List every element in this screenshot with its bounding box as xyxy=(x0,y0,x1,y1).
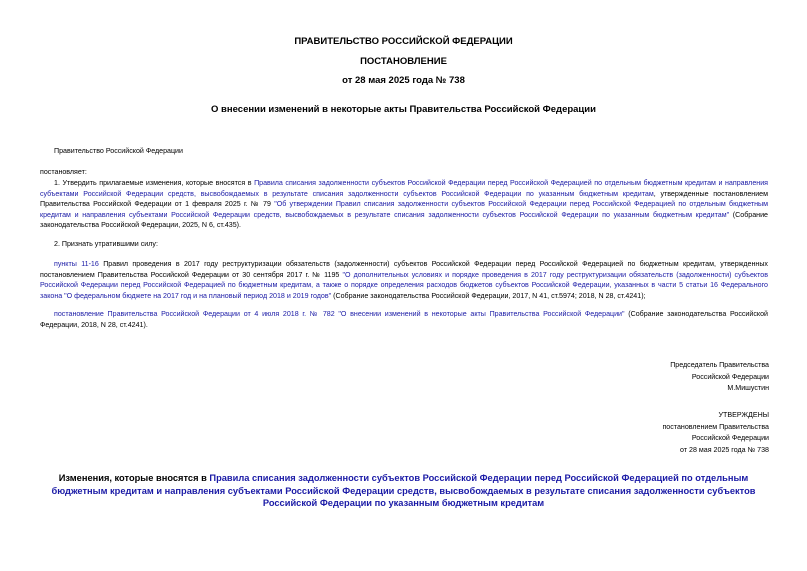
signature-name: М.Мишустин xyxy=(727,384,769,392)
item2b-resolution-link[interactable]: постановление Правительства Российской Федерации от 4 июля 2018 г. № 782 "О внесении изменений в некоторые акты Правительства Российской Федерации" xyxy=(54,310,625,318)
item2a-resolution-link[interactable]: "О дополнительных условиях и порядке проведения в 2017 году реструктуризации обязательств (задолженности) субъектов Российской Федерации перед Российской Федерацией по бюджетным кредитам, а также о порядке определения расходов бюджетов субъектов Российской Федерации, указанных в части 5 статьи 16 Федерального закона "О федеральном бюджете на 2017 год и на плановый период 2018 и 2019 годов" xyxy=(40,270,768,300)
signature-block xyxy=(670,360,769,395)
signature-country: Российской Федерации xyxy=(691,372,769,381)
paragraph-item-2b xyxy=(40,309,768,330)
approval-line-2: постановлением Правительства xyxy=(662,422,769,431)
item1-resolution-link[interactable]: "Об утверждении Правил списания задолженности субъектов Российской Федерации перед Российской Федерацией по отдельным бюджетным кредитам и направления субъектами Российской Федерации средств, высвобождаемых в результате списания задолженности субъектов Российской Федерации по указанным бюджетным кредитам" xyxy=(40,200,768,219)
paragraph-item-2a xyxy=(40,259,768,301)
government-line: Правительство Российской Федерации xyxy=(54,147,183,155)
resolves-line: постановляет: xyxy=(40,168,87,176)
item1-rules-link[interactable]: Правила списания задолженности субъектов Российской Федерации перед Российской Федерацией по отдельным бюджетным кредитам и направления субъектами Российской Федерации средств, высвобождаемых в результате списания задолженности субъектов Российской Федерации по указанным бюджетным кредитам xyxy=(40,179,768,198)
item1-middle: , утвержденные постановлением Правительства Российской Федерации от 1 февраля 2025 г. № 79 xyxy=(40,189,768,209)
item1-suffix: (Собрание законодательства Российской Федерации, 2025, N 6, ст.435). xyxy=(40,210,768,230)
signature-position: Председатель Правительства xyxy=(670,361,769,369)
document-title: О внесении изменений в некоторые акты Правительства Российской Федерации xyxy=(211,104,596,115)
approval-block xyxy=(662,410,769,456)
item2a-middle: Правил проведения в 2017 году реструктуризации обязательств (задолженности) субъектов Российской Федерации перед Российской Федерацией по бюджетным кредитам, утвержденных постановлением Правительства Российской Федерации от 30 сентября 2017 г. № 1195 xyxy=(40,260,768,279)
paragraph-item-2: 2. Признать утратившими силу: xyxy=(54,240,158,248)
document-date-number: от 28 мая 2025 года № 738 xyxy=(342,75,465,86)
approval-line-3: Российской Федерации xyxy=(691,434,769,442)
attachment-title xyxy=(32,472,775,510)
document-type: ПОСТАНОВЛЕНИЕ xyxy=(360,56,447,67)
attachment-rules-link[interactable]: Правила списания задолженности субъектов Российской Федерации перед Российской Федерацией по отдельным бюджетным кредитам и направления субъектами Российской Федерации средств, высвобождаемых в результате списания задолженности субъектов Российской Федерации по указанным бюджетным кредитам xyxy=(51,473,756,509)
attachment-title-prefix: Изменения, которые вносятся в xyxy=(58,473,210,483)
government-heading: ПРАВИТЕЛЬСТВО РОССИЙСКОЙ ФЕДЕРАЦИИ xyxy=(294,36,513,47)
approval-line-4: от 28 мая 2025 года № 738 xyxy=(680,445,769,454)
item2a-suffix: (Собрание законодательства Российской Федерации, 2017, N 41, ст.5974; 2018, N 28, ст.4241); xyxy=(331,291,646,300)
item1-prefix: 1. Утвердить прилагаемые изменения, которые вносятся в xyxy=(54,179,255,187)
item2b-suffix: (Собрание законодательства Российской Федерации, 2018, N 28, ст.4241). xyxy=(40,310,768,329)
paragraph-item-1 xyxy=(40,178,768,231)
approval-title: УТВЕРЖДЕНЫ xyxy=(718,411,769,419)
item2a-points-link[interactable]: пункты 11-16 xyxy=(54,260,99,268)
